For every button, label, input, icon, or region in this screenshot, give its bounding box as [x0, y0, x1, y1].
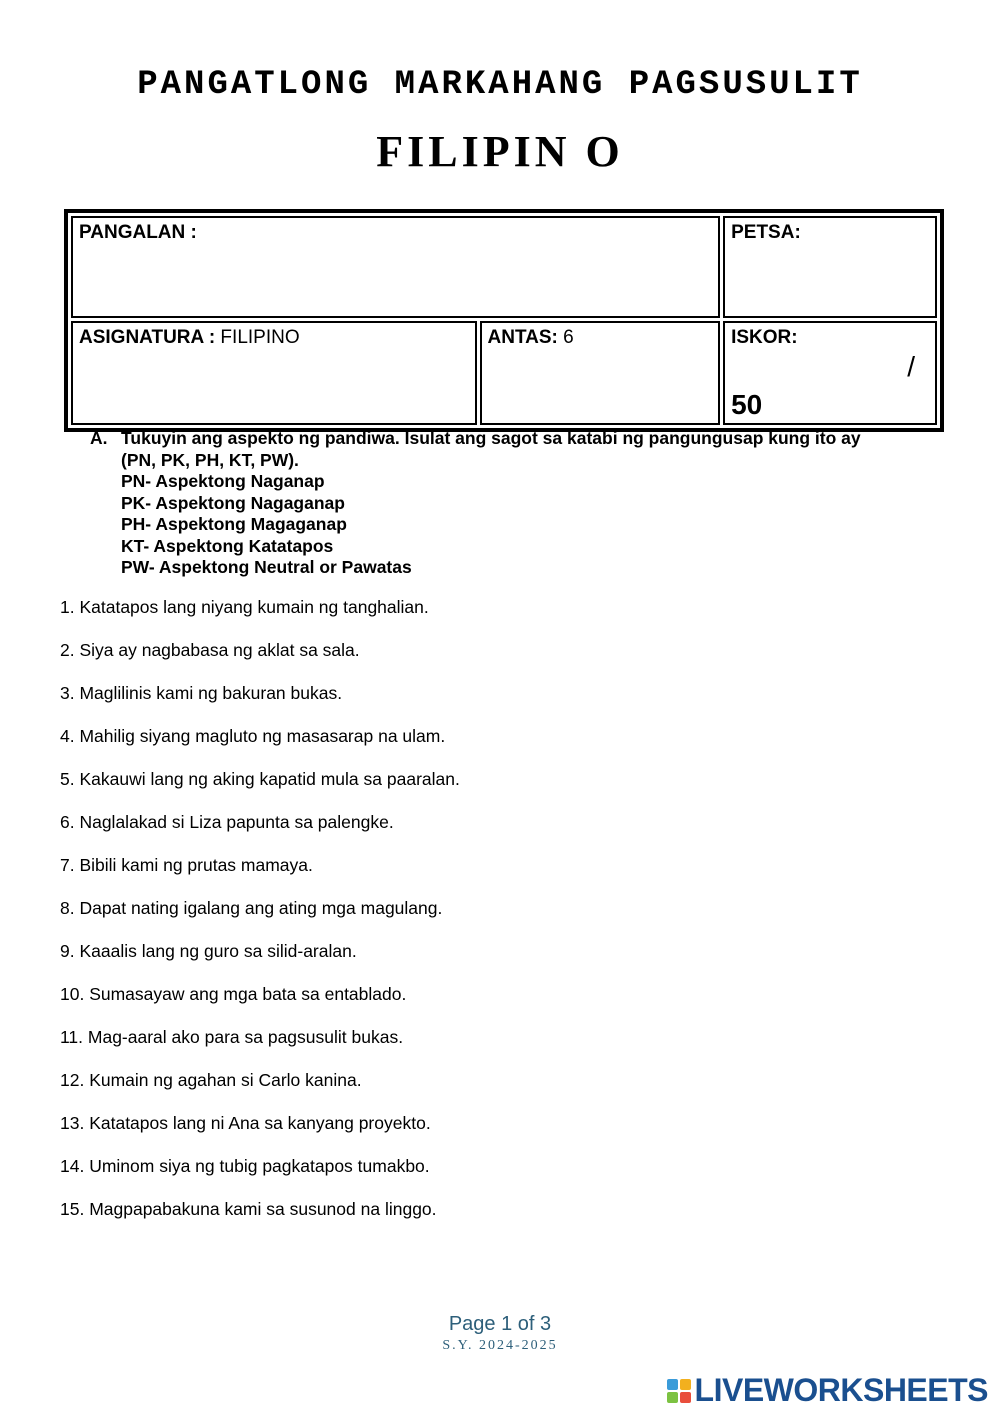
iskor-total: 50 [731, 389, 763, 420]
pangalan-cell[interactable] [71, 216, 720, 318]
question-item: 4. Mahilig siyang magluto ng masasarap na ulam. [60, 726, 446, 746]
page-number: Page 1 of 3 [448, 1313, 552, 1335]
liveworksheets-logo [667, 1372, 988, 1409]
instruction-line: PK- Aspektong Nagaganap [121, 492, 345, 513]
instruction-letter: A. [90, 428, 108, 448]
antas-cell [480, 321, 721, 425]
liveworksheets-wordmark: LIVEWORKSHEETS [694, 1372, 988, 1408]
petsa-label: PETSA: [731, 222, 801, 243]
question-list [60, 596, 460, 1241]
instruction-line: KT- Aspektong Katatapos [121, 535, 334, 556]
antas-value: 6 [557, 327, 574, 348]
question-item: 7. Bibili kami ng prutas mamaya. [60, 855, 313, 875]
exam-title: PANGATLONG MARKAHANG PAGSUSULIT [137, 66, 863, 104]
question-item: 1. Katatapos lang niyang kumain ng tanghalian. [60, 597, 429, 617]
petsa-cell[interactable] [723, 216, 937, 318]
logo-square-3 [667, 1392, 678, 1403]
iskor-label: ISKOR: [731, 327, 798, 348]
question-item: 11. Mag-aaral ako para sa pagsusulit bukas. [60, 1027, 404, 1047]
question-item: 14. Uminom siya ng tubig pagkatapos tumakbo. [60, 1156, 430, 1176]
question-item: 6. Naglalakad si Liza papunta sa palengke. [60, 812, 394, 832]
asignatura-cell [71, 321, 477, 425]
question-item: 15. Magpapabakuna kami sa susunod na linggo. [60, 1199, 437, 1219]
question-item: 9. Kaaalis lang ng guro sa silid-aralan. [60, 941, 357, 961]
instructions [90, 428, 930, 579]
pangalan-label: PANGALAN : [79, 222, 197, 243]
subject-title: FILIPIN O [376, 127, 624, 176]
liveworksheets-logo-icon [667, 1379, 691, 1403]
question-item: 5. Kakauwi lang ng aking kapatid mula sa paaralan. [60, 769, 460, 789]
instruction-line: PN- Aspektong Naganap [121, 471, 325, 491]
question-item: 8. Dapat nating igalang ang ating mga magulang. [60, 898, 443, 918]
logo-square-2 [680, 1379, 691, 1390]
asignatura-label: ASIGNATURA : [79, 327, 216, 348]
logo-square-1 [667, 1379, 678, 1390]
iskor-cell[interactable] [723, 321, 937, 425]
instruction-line: (PN, PK, PH, KT, PW). [121, 449, 299, 470]
question-item: 12. Kumain ng agahan si Carlo kanina. [60, 1070, 362, 1090]
question-item: 13. Katatapos lang ni Ana sa kanyang proyekto. [60, 1113, 431, 1133]
instruction-line: PH- Aspektong Magaganap [121, 514, 347, 534]
instruction-line: Tukuyin ang aspekto ng pandiwa. Isulat ang sagot sa katabi ng pangungusap kung ito ay [121, 428, 861, 448]
instruction-body [121, 428, 930, 579]
antas-label: ANTAS: [487, 327, 558, 348]
student-info-table [64, 209, 944, 432]
instruction-line: PW- Aspektong Neutral or Pawatas [121, 557, 412, 577]
question-item: 2. Siya ay nagbabasa ng aklat sa sala. [60, 640, 360, 660]
question-item: 3. Maglilinis kami ng bakuran bukas. [60, 683, 343, 703]
iskor-slash: / [907, 351, 915, 382]
asignatura-value: FILIPINO [215, 327, 300, 348]
logo-square-4 [680, 1392, 691, 1403]
school-year: S.Y. 2024-2025 [442, 1338, 558, 1353]
question-item: 10. Sumasayaw ang mga bata sa entablado. [60, 984, 407, 1004]
